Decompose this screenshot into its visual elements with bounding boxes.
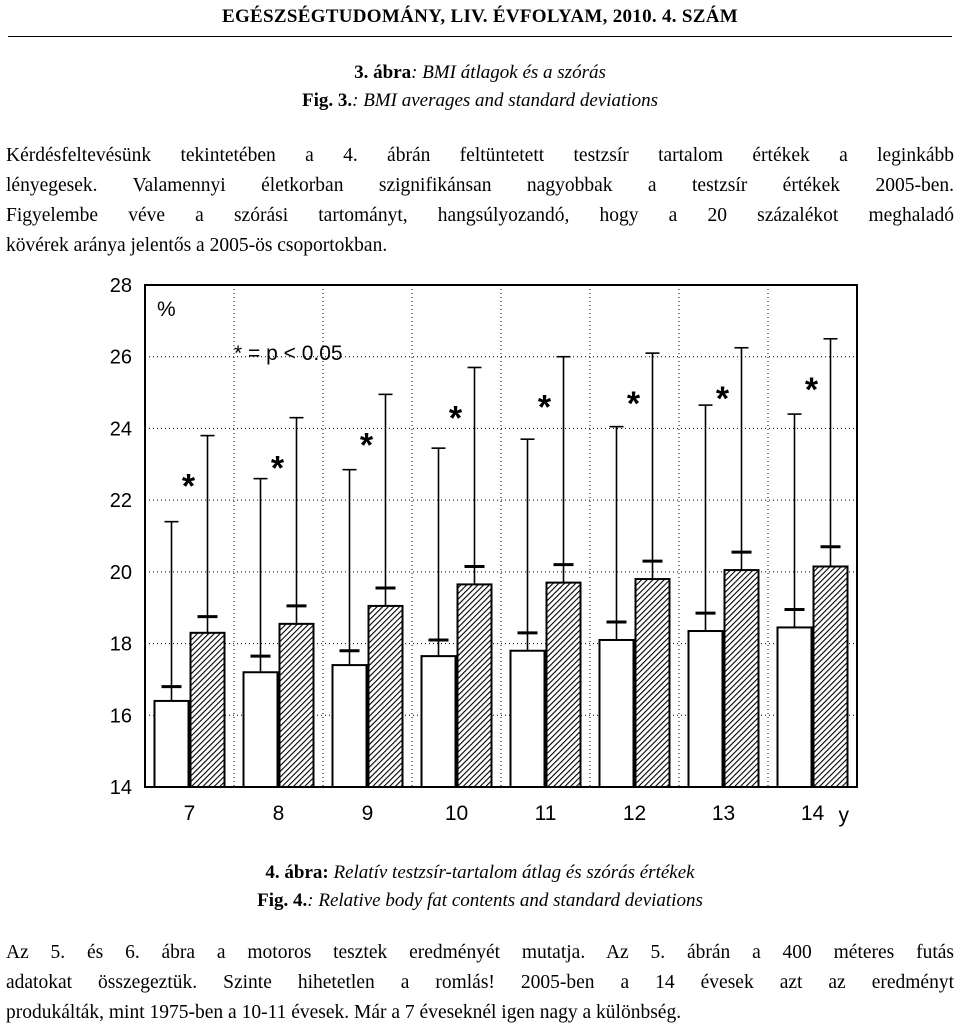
y-tick-label: 14: [109, 777, 132, 799]
bar: [458, 584, 492, 787]
paragraph-1-line: lényegesek. Valamennyi életkorban szignifikánsan nagyobbak a testzsír értékek 2005-ben.: [6, 175, 954, 196]
paragraph-2-line: adatokat összegeztük. Szinte hihetetlen a romlás! 2005-ben a 14 évesek azt az eredményt: [6, 972, 954, 993]
bar: [778, 627, 812, 787]
bar: [600, 640, 634, 787]
significance-star: *: [359, 426, 374, 465]
body-fat-chart: [100, 272, 860, 832]
header-rule: [8, 36, 952, 37]
y-tick-labels: [110, 275, 132, 799]
x-tick-label: 11: [534, 802, 557, 825]
bar: [333, 665, 367, 787]
fig4-title-en: : Relative body fat contents and standard deviations: [307, 890, 703, 911]
bar: [191, 633, 225, 787]
fig3-caption-hu: [0, 62, 960, 84]
x-tick-labels: [184, 802, 825, 825]
y-tick-label: 22: [109, 490, 132, 513]
bar: [422, 656, 456, 787]
y-tick-label: 24: [109, 418, 132, 441]
bar: [814, 566, 848, 787]
significance-star: *: [537, 388, 552, 427]
paragraph-1: [6, 141, 954, 261]
bar: [511, 651, 545, 787]
fig4-caption-hu: [0, 862, 960, 884]
y-tick-label: 18: [109, 633, 132, 656]
x-tick-label: 14: [800, 802, 825, 825]
significance-markers: [182, 371, 819, 506]
paragraph-1-line: Figyelembe véve a szórási tartományt, hangsúlyozandó, hogy a 20 százalékot meghaladó: [6, 205, 954, 226]
bar: [689, 631, 723, 787]
x-tick-label: 10: [444, 802, 469, 825]
paragraph-1-line: Kérdésfeltevésünk tekintetében a 4. ábrán feltüntetett testzsír tartalom értékek a leginkább: [6, 145, 954, 166]
significance-star: *: [715, 379, 730, 418]
fig4-label-en: Fig. 4.: [257, 890, 308, 911]
x-tick-label: 12: [622, 802, 647, 825]
fig3-label-en: Fig. 3.: [301, 90, 353, 111]
x-tick-label: 8: [272, 802, 285, 825]
fig3-title-en: : BMI averages and standard deviations: [352, 90, 659, 111]
significance-legend: * = p < 0.05: [234, 342, 343, 365]
fig4-title-hu: Relatív testzsír-tartalom átlag és szórás értékek: [328, 862, 695, 883]
fig3-caption-en: [0, 90, 960, 112]
y-tick-label: 16: [109, 705, 132, 728]
y-tick-label: 26: [109, 346, 132, 369]
bars: [155, 339, 848, 787]
bar: [369, 606, 403, 787]
significance-star: *: [626, 385, 641, 424]
bar: [547, 583, 581, 787]
paragraph-1-line: kövérek aránya jelentős a 2005-ös csoportokban.: [6, 235, 388, 256]
bar: [244, 672, 278, 787]
y-tick-label: 20: [109, 561, 132, 584]
x-axis-unit: y: [838, 804, 849, 827]
paragraph-2-line: produkálták, mint 1975-ben a 10-11 évesek. Már a 7 éveseknél igen nagy a különbség.: [6, 1002, 682, 1023]
significance-star: *: [448, 399, 463, 438]
journal-header: EGÉSZSÉGTUDOMÁNY, LIV. ÉVFOLYAM, 2010. 4. SZÁM: [221, 6, 738, 27]
fig4-label-hu: 4. ábra:: [265, 862, 329, 883]
paragraph-2-line: Az 5. és 6. ábra a motoros tesztek eredményét mutatja. Az 5. ábrán a 400 méteres futás: [6, 942, 954, 963]
fig3-title-hu: : BMI átlagok és a szórás: [411, 62, 606, 83]
x-tick-label: 7: [183, 802, 196, 825]
bar: [155, 701, 189, 787]
fig3-label-hu: 3. ábra: [354, 62, 412, 83]
y-axis-unit: %: [157, 298, 176, 321]
significance-star: *: [270, 449, 285, 488]
significance-star: *: [181, 467, 196, 506]
bar: [725, 570, 759, 787]
y-tick-label: 28: [109, 275, 132, 297]
significance-star: *: [804, 370, 819, 409]
paragraph-2: [6, 938, 954, 1028]
fig4-caption-en: [0, 890, 960, 912]
bar: [636, 579, 670, 787]
bar: [280, 624, 314, 787]
x-tick-label: 13: [711, 802, 736, 825]
x-tick-label: 9: [361, 802, 374, 825]
